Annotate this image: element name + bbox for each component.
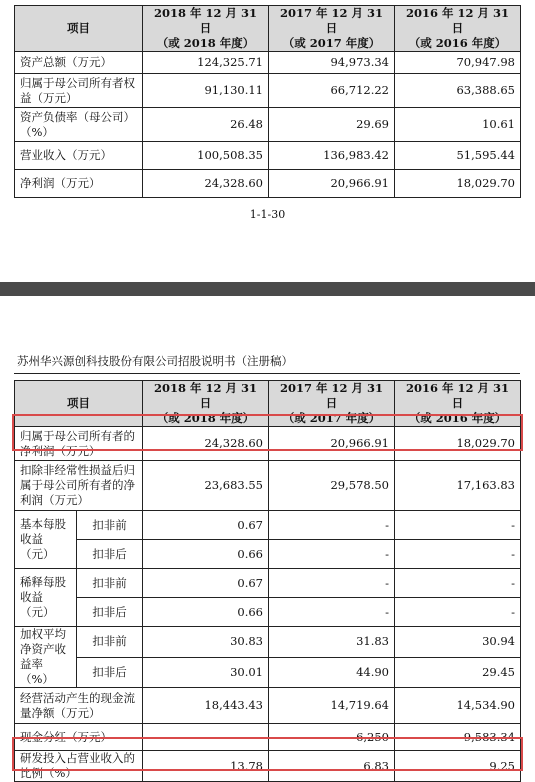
cell-2016: 63,388.65 [395, 74, 521, 108]
cell-2017: 6.83 [269, 751, 395, 782]
cell-2018: - [143, 724, 269, 751]
cell-2018: 0.67 [143, 511, 269, 540]
cell-2017: - [269, 511, 395, 540]
sub-label: 扣非前 [77, 569, 143, 598]
row-label: 营业收入（万元） [15, 142, 143, 170]
financial-summary-table-1 [14, 5, 521, 198]
group-label: 基本每股收益（元） [15, 511, 77, 569]
header-item: 项目 [15, 6, 143, 52]
table-row [15, 170, 521, 198]
cell-2018: 26.48 [143, 108, 269, 142]
cell-2017: 31.83 [269, 627, 395, 658]
cell-2018: 23,683.55 [143, 461, 269, 511]
cell-2016: - [395, 569, 521, 598]
table-row [15, 657, 521, 688]
cell-2016: - [395, 511, 521, 540]
cell-2018: 24,328.60 [143, 170, 269, 198]
header-2018: 2018 年 12 月 31 日 （或 2018 年度） [143, 381, 269, 427]
cell-2016: 10.61 [395, 108, 521, 142]
table-row [15, 108, 521, 142]
row-label: 归属于母公司所有者的净利润（万元） [15, 427, 143, 461]
table-row [15, 511, 521, 540]
sub-label: 扣非前 [77, 627, 143, 658]
cell-2016: 70,947.98 [395, 52, 521, 74]
row-label: 扣除非经常性损益后归属于母公司所有者的净利润（万元） [15, 461, 143, 511]
cell-2018: 18,443.43 [143, 688, 269, 724]
cell-2018: 30.01 [143, 657, 269, 688]
header-2016: 2016 年 12 月 31 日 （或 2016 年度） [395, 381, 521, 427]
cell-2017: 20,966.91 [269, 427, 395, 461]
table-row [15, 627, 521, 658]
group-label: 稀释每股收益（元） [15, 569, 77, 627]
cell-2017: 20,966.91 [269, 170, 395, 198]
cell-2018: 0.66 [143, 540, 269, 569]
table-row [15, 540, 521, 569]
row-label: 现金分红（万元） [15, 724, 143, 751]
cell-2017: - [269, 569, 395, 598]
header-2017: 2017 年 12 月 31 日 （或 2017 年度） [269, 381, 395, 427]
cell-2018: 124,325.71 [143, 52, 269, 74]
cell-2016: 9,583.34 [395, 724, 521, 751]
header-rule [14, 373, 520, 374]
cell-2017: 29,578.50 [269, 461, 395, 511]
document-header: 苏州华兴源创科技股份有限公司招股说明书（注册稿） [17, 354, 293, 368]
cell-2017: 29.69 [269, 108, 395, 142]
cell-2018: 13.78 [143, 751, 269, 782]
cell-2016: 18,029.70 [395, 170, 521, 198]
cell-2017: - [269, 598, 395, 627]
cell-2018: 91,130.11 [143, 74, 269, 108]
cell-2018: 30.83 [143, 627, 269, 658]
cell-2016: 9.25 [395, 751, 521, 782]
row-label: 研发投入占营业收入的比例（%） [15, 751, 143, 782]
cell-2017: - [269, 540, 395, 569]
cell-2017: 44.90 [269, 657, 395, 688]
row-label: 净利润（万元） [15, 170, 143, 198]
cell-2016: 29.45 [395, 657, 521, 688]
sub-label: 扣非后 [77, 657, 143, 688]
table-header-row [15, 6, 521, 52]
cell-2017: 14,719.64 [269, 688, 395, 724]
table-row [15, 74, 521, 108]
cell-2018: 0.66 [143, 598, 269, 627]
cell-2017: 6,250 [269, 724, 395, 751]
highlight-box-net-profit [12, 414, 523, 451]
table-row [15, 688, 521, 724]
cell-2016: 51,595.44 [395, 142, 521, 170]
cell-2016: 14,534.90 [395, 688, 521, 724]
cell-2017: 66,712.22 [269, 74, 395, 108]
cell-2016: - [395, 540, 521, 569]
cell-2016: 18,029.70 [395, 427, 521, 461]
highlight-box-rd-ratio [12, 737, 523, 771]
cell-2018: 0.67 [143, 569, 269, 598]
table-row [15, 52, 521, 74]
cell-2016: 17,163.83 [395, 461, 521, 511]
page-number: 1-1-30 [249, 208, 286, 221]
sub-label: 扣非前 [77, 511, 143, 540]
header-2017: 2017 年 12 月 31 日 （或 2017 年度） [269, 6, 395, 52]
row-label: 资产负债率（母公司）（%） [15, 108, 143, 142]
header-2018: 2018 年 12 月 31 日 （或 2018 年度） [143, 6, 269, 52]
header-2016: 2016 年 12 月 31 日 （或 2016 年度） [395, 6, 521, 52]
row-label: 归属于母公司所有者权益（万元） [15, 74, 143, 108]
cell-2017: 136,983.42 [269, 142, 395, 170]
page-divider [0, 282, 535, 296]
table-row [15, 569, 521, 598]
group-label: 加权平均净资产收益率（%） [15, 627, 77, 688]
sub-label: 扣非后 [77, 598, 143, 627]
cell-2016: 30.94 [395, 627, 521, 658]
sub-label: 扣非后 [77, 540, 143, 569]
cell-2016: - [395, 598, 521, 627]
table-row [15, 598, 521, 627]
header-item: 项目 [15, 381, 143, 427]
row-label: 资产总额（万元） [15, 52, 143, 74]
cell-2018: 24,328.60 [143, 427, 269, 461]
row-label: 经营活动产生的现金流量净额（万元） [15, 688, 143, 724]
cell-2018: 100,508.35 [143, 142, 269, 170]
cell-2017: 94,973.34 [269, 52, 395, 74]
table-row [15, 142, 521, 170]
table-row [15, 461, 521, 511]
